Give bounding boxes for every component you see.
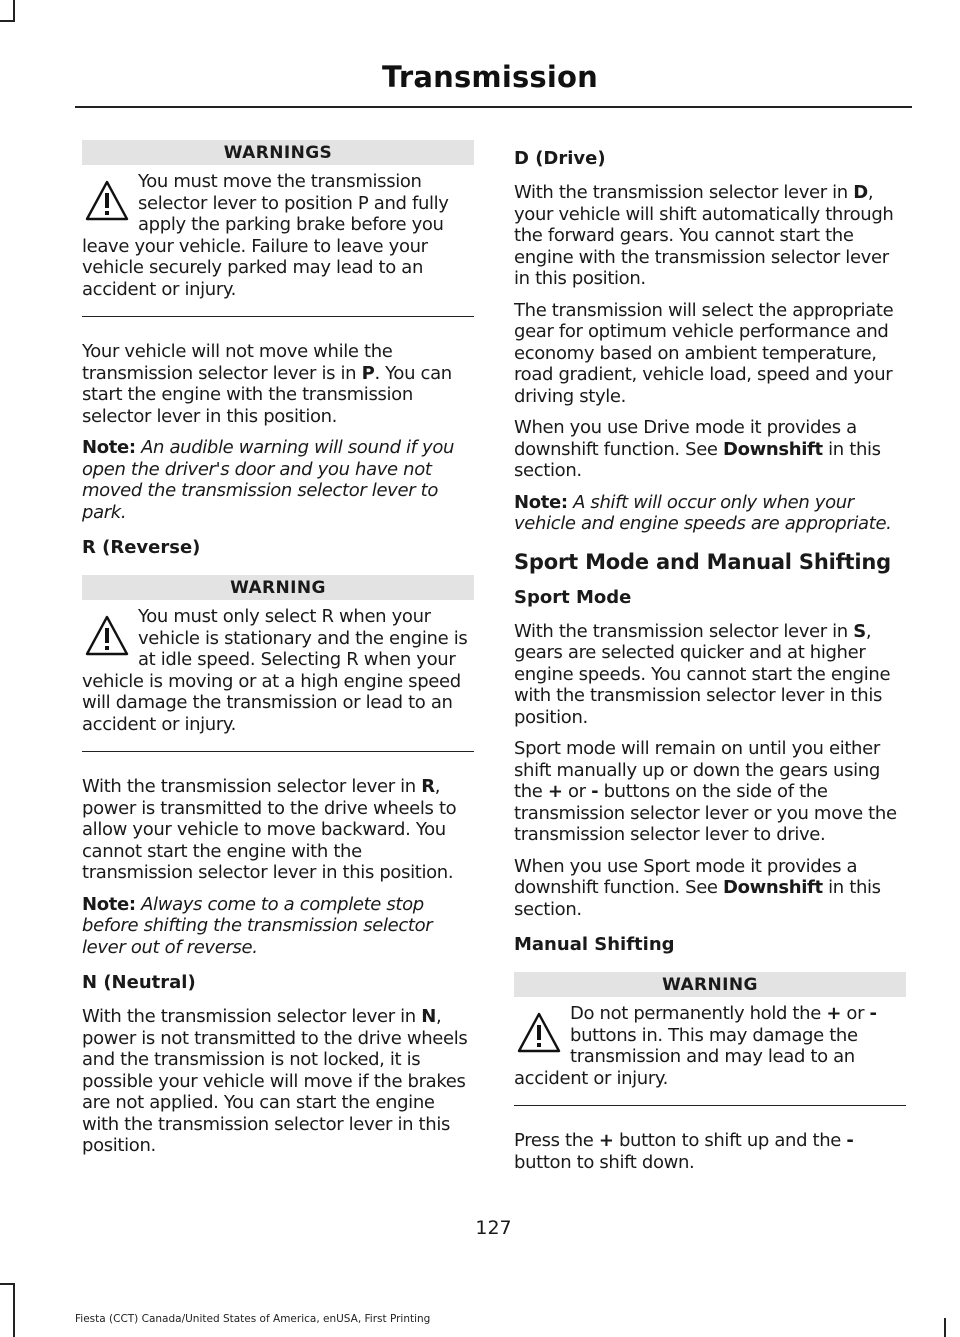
warning-body	[514, 1003, 906, 1106]
paragraph: The transmission will select the appropriate gear for optimum vehicle performance and economy based on ambient temperature, road gradient, vehicle load, speed and your driving style.	[514, 299, 894, 407]
crop-mark	[0, 20, 15, 22]
warning-box	[514, 972, 906, 1106]
note: Note: A shift will occur only when your vehicle and engine speeds are appropriate.	[514, 491, 892, 534]
warning-body	[82, 171, 474, 317]
left-column	[82, 140, 474, 1167]
footer-text: Fiesta (CCT) Canada/United States of America, enUSA, First Printing	[75, 1313, 431, 1325]
section-heading-sport: Sport Mode	[514, 586, 632, 608]
right-column	[514, 140, 906, 1183]
warning-text: Do not permanently hold the + or - buttons in. This may damage the transmission and may lead to an accident or injury.	[514, 1003, 877, 1089]
warning-box	[82, 575, 474, 752]
paragraph: Your vehicle will not move while the transmission selector lever is in P. You can start the engine with the transmission selector lever in this position.	[82, 341, 452, 427]
section-heading-neutral: N (Neutral)	[82, 972, 196, 993]
page-title: Transmission	[382, 60, 598, 94]
paragraph: Press the + button to shift up and the - button to shift down.	[514, 1130, 854, 1173]
section-heading-drive: D (Drive)	[514, 148, 606, 169]
page-number: 127	[475, 1217, 512, 1239]
crop-mark	[13, 0, 15, 22]
warning-text: You must move the transmission selector lever to position P and fully apply the parking brake before you leave your vehicle. Failure to leave your vehicle securely parked may lead to an accident or injury.	[82, 171, 449, 300]
paragraph: With the transmission selector lever in D, your vehicle will shift automatically through the forward gears. You cannot start the engine with the transmission selector lever in this position.	[514, 182, 894, 289]
warning-header: WARNINGS	[82, 140, 474, 165]
warning-box	[82, 140, 474, 317]
paragraph: With the transmission selector lever in R, power is transmitted to the drive wheels to allow your vehicle to move backward. You cannot start the engine with the transmission selector lever in this position.	[82, 776, 457, 883]
crop-mark	[13, 1283, 15, 1337]
title-rule	[75, 106, 912, 108]
crop-mark	[944, 1318, 946, 1337]
paragraph: With the transmission selector lever in S, gears are selected quicker and at higher engine speeds. You cannot start the engine with the transmission selector lever in this position.	[514, 620, 891, 728]
section-heading-reverse: R (Reverse)	[82, 537, 201, 558]
warning-body	[82, 606, 474, 752]
crop-mark	[0, 1283, 15, 1285]
paragraph: When you use Sport mode it provides a downshift function. See Downshift in this section.	[514, 855, 881, 920]
paragraph: With the transmission selector lever in N, power is not transmitted to the drive wheels and the transmission is not locked, it is possible your vehicle will move if the brakes are not applied. You can start the engine with the transmission selector lever in this position.	[82, 1006, 468, 1156]
warning-text: You must only select R when your vehicle is stationary and the engine is at idle speed. Selecting R when your vehicle is moving or at a high engine speed will damage the transmission or lead to an accident or injury.	[82, 606, 468, 735]
warning-triangle-icon	[516, 1011, 562, 1061]
paragraph: Sport mode will remain on until you either shift manually up or down the gears using the + or - buttons on the side of the transmission selector lever or you move the transmission selector lever to drive.	[514, 738, 897, 845]
warning-header: WARNING	[82, 575, 474, 600]
section-title-sport-manual: Sport Mode and Manual Shifting	[514, 549, 891, 574]
warning-header: WARNING	[514, 972, 906, 997]
note: Note: An audible warning will sound if you open the driver's door and you have not moved the transmission selector lever to park.	[82, 437, 455, 523]
paragraph: When you use Drive mode it provides a downshift function. See Downshift in this section.	[514, 417, 881, 481]
warning-triangle-icon	[84, 614, 130, 664]
note: Note: Always come to a complete stop before shifting the transmission selector lever out of reverse.	[82, 893, 433, 958]
section-heading-manual: Manual Shifting	[514, 934, 675, 955]
warning-triangle-icon	[84, 179, 130, 229]
